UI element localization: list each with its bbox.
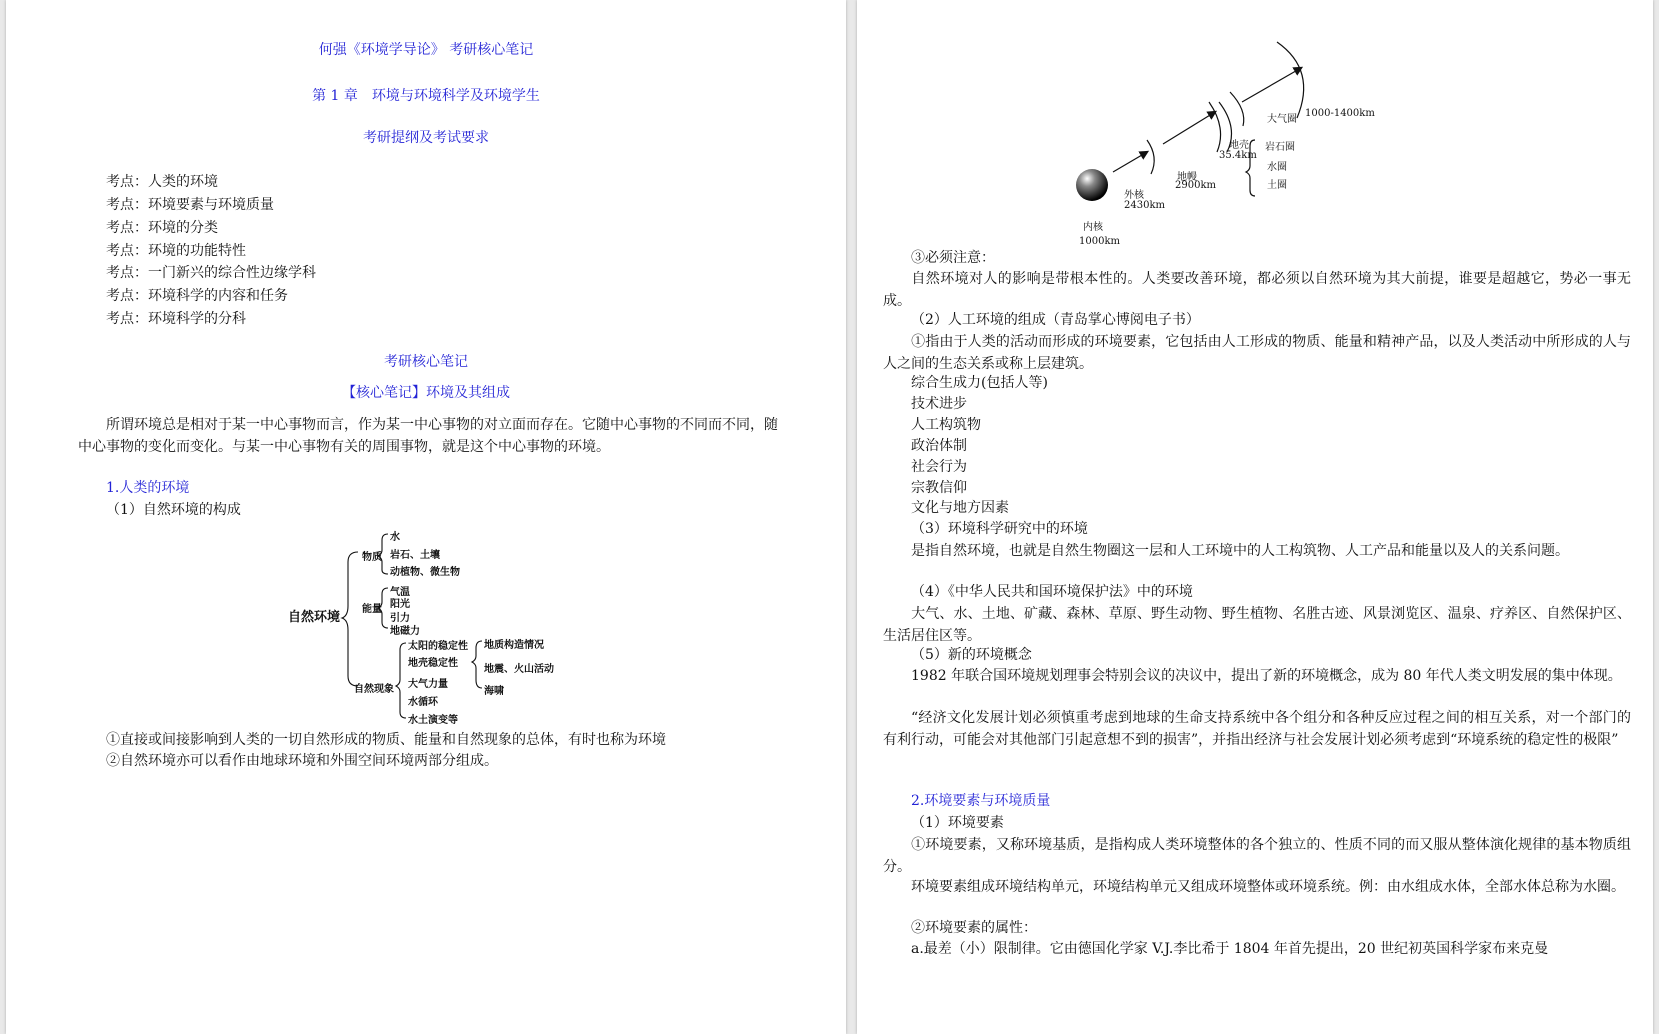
must-note-text: 自然环境对人的影响是带根本性的。人类要改善环境，都必须以自然环境为其大前提，谁要是超越它，势必一事无成。 <box>883 271 1631 309</box>
chapter-title: 第 1 章 环境与环境科学及环境学生 <box>312 88 540 104</box>
elements-heading: （1）环境要素 <box>911 815 1004 831</box>
diagram-energy: 能量 <box>362 604 382 615</box>
elements-text: ①环境要素，又称环境基质，是指构成人类环境整体的各个独立的、性质不同的而又服从整体演化规律的基本物质组分。 <box>883 837 1631 875</box>
outer-core-label: 外核 <box>1124 190 1144 201</box>
mantle-size: 2900km <box>1175 180 1216 191</box>
new-concept-text: 1982 年联合国环境规划理事会特别会议的决议中，提出了新的环境概念，成为 80 年代人类文明发展的集中体现。 <box>911 668 1622 684</box>
left-page <box>6 0 846 1034</box>
diagram-item: 引力 <box>390 613 410 624</box>
list-item: 政治体制 <box>911 438 967 454</box>
inner-core-label: 内核 <box>1083 222 1103 233</box>
crust-size: 35.4km <box>1219 150 1257 161</box>
diagram-item: 水土演变等 <box>408 715 458 726</box>
diagram-item: 地质构造情况 <box>484 640 544 651</box>
outer-core-size: 2430km <box>1124 200 1165 211</box>
earth-diagram-graphic <box>857 0 1653 260</box>
exam-point: 考点：环境的分类 <box>106 220 218 236</box>
attribute-a: a.最差（小）限制律。它由德国化学家 V.J.李比希于 1804 年首先提出，20 世纪初英国科学家布来克曼 <box>911 941 1549 957</box>
attributes-heading: ②环境要素的属性： <box>911 920 1037 936</box>
notes-heading: 考研核心笔记 <box>384 354 468 370</box>
list-item: 人工构筑物 <box>911 417 981 433</box>
doc-title: 何强《环境学导论》 考研核心笔记 <box>318 42 534 58</box>
diagram-item: 阳光 <box>390 599 410 610</box>
new-concept-heading: （5）新的环境概念 <box>911 647 1032 663</box>
list-item: 技术进步 <box>911 396 967 412</box>
diagram-item: 水 <box>390 532 400 543</box>
note-2: ②自然环境亦可以看作由地球环境和外围空间环境两部分组成。 <box>106 753 498 769</box>
inner-core-size: 1000km <box>1079 236 1120 247</box>
diagram-matter: 物质 <box>362 552 382 563</box>
sphere-label: 岩石圈 <box>1265 142 1295 153</box>
note-1: ①直接或间接影响到人类的一切自然形成的物质、能量和自然现象的总体，有时也称为环境 <box>106 732 666 748</box>
law-heading: （4）《中华人民共和国环境保护法》中的环境 <box>911 584 1193 600</box>
natural-env-heading: （1）自然环境的构成 <box>106 502 241 518</box>
diagram-item: 岩石、土壤 <box>390 550 440 561</box>
diagram-item: 动植物、微生物 <box>390 567 460 578</box>
list-item: 社会行为 <box>911 459 967 475</box>
list-item: 宗教信仰 <box>911 480 967 496</box>
diagram-braces <box>6 0 846 1034</box>
science-env-heading: （3）环境科学研究中的环境 <box>911 521 1088 537</box>
exam-point: 考点：环境科学的内容和任务 <box>106 288 288 304</box>
mantle-label: 地幔 <box>1177 172 1197 183</box>
law-text: 大气、水、土地、矿藏、森林、草原、野生动物、野生植物、名胜古迹、风景浏览区、温泉、疗养区、自然保护区、生活居住区等。 <box>883 606 1631 644</box>
diagram-item: 地震、火山活动 <box>484 664 554 675</box>
list-item: 综合生成力(包括人等) <box>911 375 1048 391</box>
artificial-text: ①指由于人类的活动而形成的环境要素，它包括由人工形成的物质、能量和精神产品，以及人类活动中所形成的人与人之间的生态关系或称上层建筑。 <box>883 334 1631 372</box>
inner-core-sphere <box>1076 169 1108 201</box>
diagram-phenomena: 自然现象 <box>354 684 394 695</box>
diagram-item: 气温 <box>390 587 410 598</box>
diagram-item: 地壳稳定性 <box>408 658 458 669</box>
elements-text-2: 环境要素组成环境结构单元，环境结构单元又组成环境整体或环境系统。例：由水组成水体，全部水体总称为水圈。 <box>911 879 1625 895</box>
exam-point: 考点：环境要素与环境质量 <box>106 197 274 213</box>
diagram-item: 大气力量 <box>408 679 448 690</box>
diagram-item: 海啸 <box>484 686 504 697</box>
subsection-heading-2: 2.环境要素与环境质量 <box>911 793 1051 809</box>
exam-point: 考点：人类的环境 <box>106 174 218 190</box>
exam-point: 考点：环境科学的分科 <box>106 311 246 327</box>
crust-label: 地壳 <box>1229 140 1249 151</box>
science-env-text: 是指自然环境，也就是自然生物圈这一层和人工环境中的人工构筑物、人工产品和能量以及人的关系问题。 <box>911 543 1569 559</box>
sphere-label: 土圈 <box>1267 180 1287 191</box>
diagram-root: 自然环境 <box>288 610 341 625</box>
artificial-heading: （2）人工环境的组成（青岛掌心博阅电子书） <box>911 312 1200 328</box>
atmosphere-size: 1000-1400km <box>1305 108 1375 119</box>
atmosphere-label: 大气圈 <box>1267 114 1297 125</box>
section-heading: 【核心笔记】环境及其组成 <box>342 385 510 401</box>
quote-text: “经济文化发展计划必须慎重考虑到地球的生命支持系统中各个组分和各种反应过程之间的相互关系，对一个部门的有利行动，可能会对其他部门引起意想不到的损害”，并指出经济与社会发展计划必须考虑到“环境系统的稳定性的极限” <box>883 710 1631 748</box>
sphere-label: 水圈 <box>1267 162 1287 173</box>
exam-point: 考点：一门新兴的综合性边缘学科 <box>106 265 316 281</box>
intro-paragraph: 所谓环境总是相对于某一中心事物而言，作为某一中心事物的对立面而存在。它随中心事物的不同而不同，随中心事物的变化而变化。与某一中心事物有关的周围事物，就是这个中心事物的环境。 <box>78 417 778 455</box>
subsection-heading-1: 1.人类的环境 <box>106 480 190 496</box>
right-page <box>857 0 1653 1034</box>
diagram-item: 水循环 <box>408 697 438 708</box>
diagram-item: 太阳的稳定性 <box>408 641 468 652</box>
list-item: 文化与地方因素 <box>911 500 1009 516</box>
syllabus-heading: 考研提纲及考试要求 <box>363 130 489 146</box>
must-note-heading: ③必须注意： <box>911 250 995 266</box>
diagram-item: 地磁力 <box>390 626 420 637</box>
exam-point: 考点：环境的功能特性 <box>106 243 246 259</box>
